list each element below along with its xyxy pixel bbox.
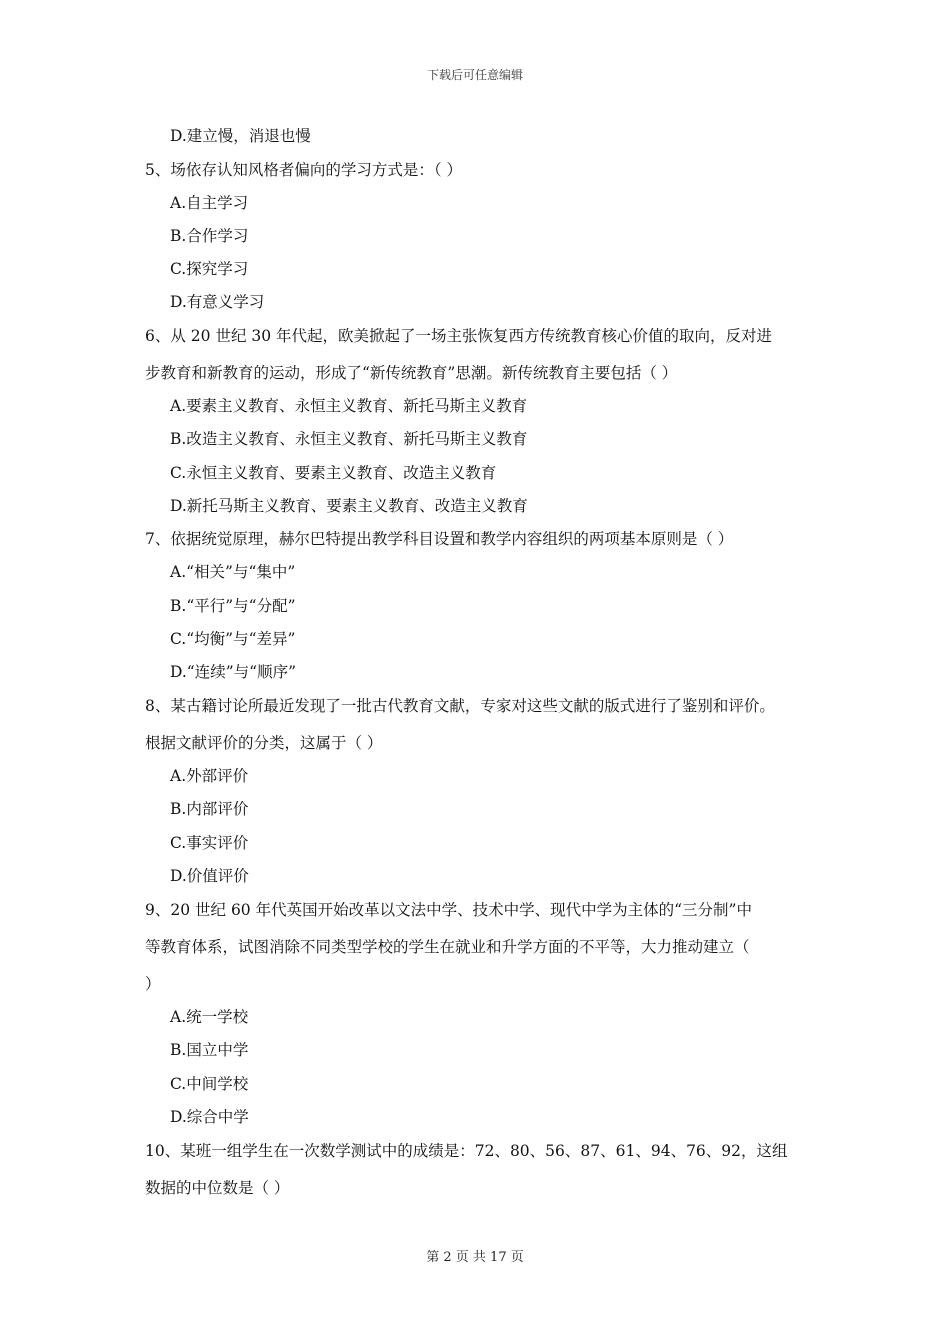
- option-c: C.永恒主义教育、要素主义教育、改造主义教育: [170, 464, 497, 482]
- option-c: C.探究学习: [170, 260, 249, 278]
- option-d: D.有意义学习: [170, 293, 265, 311]
- option-b: B.国立中学: [170, 1041, 249, 1059]
- option-a: A.统一学校: [170, 1008, 249, 1026]
- option-d: D.“连续”与“顺序”: [170, 663, 296, 681]
- question-5: 5、场依存认知风格者偏向的学习方式是：（ ）: [145, 161, 463, 179]
- option-b: B.“平行”与“分配”: [170, 597, 296, 615]
- question-8-line2: 根据文献评价的分类，这属于（ ）: [145, 734, 383, 752]
- question-10-line2: 数据的中位数是（ ）: [145, 1179, 290, 1197]
- option-d: D.综合中学: [170, 1108, 249, 1126]
- option-c: C.中间学校: [170, 1075, 249, 1093]
- page-header: 下载后可任意编辑: [426, 68, 523, 82]
- option-d: D.价值评价: [170, 867, 249, 885]
- option-b: B.内部评价: [170, 800, 249, 818]
- option-a: A.外部评价: [170, 767, 249, 785]
- question-9-line1: 9、20 世纪 60 年代英国开始改革以文法中学、技术中学、现代中学为主体的“三分制”中: [145, 901, 752, 919]
- question-10-line1: 10、某班一组学生在一次数学测试中的成绩是：72、80、56、87、61、94、76、92，这组: [145, 1142, 788, 1160]
- option-b: B.合作学习: [170, 227, 249, 245]
- option-a: A.“相关”与“集中”: [170, 563, 296, 581]
- option-d: D.新托马斯主义教育、要素主义教育、改造主义教育: [170, 497, 528, 515]
- question-8-line1: 8、某古籍讨论所最近发现了一批古代教育文献，专家对这些文献的版式进行了鉴别和评价。: [145, 697, 775, 715]
- option-a: A.要素主义教育、永恒主义教育、新托马斯主义教育: [170, 397, 528, 415]
- question-6-line1: 6、从 20 世纪 30 年代起，欧美掀起了一场主张恢复西方传统教育核心价值的取向，反对进: [145, 327, 773, 345]
- option-a: A.自主学习: [170, 194, 249, 212]
- option-b: B.改造主义教育、永恒主义教育、新托马斯主义教育: [170, 430, 528, 448]
- option-c: C.事实评价: [170, 834, 249, 852]
- question-6-line2: 步教育和新教育的运动，形成了“新传统教育”思潮。新传统教育主要包括（ ）: [145, 364, 678, 382]
- option-5d-prev: D.建立慢，消退也慢: [170, 127, 311, 145]
- page-footer: 第 2 页 共 17 页: [426, 1250, 524, 1265]
- question-7: 7、依据统觉原理，赫尔巴特提出教学科目设置和教学内容组织的两项基本原则是（ ）: [145, 530, 734, 548]
- question-9-line3: ）: [145, 975, 161, 993]
- option-c: C.“均衡”与“差异”: [170, 630, 296, 648]
- question-9-line2: 等教育体系，试图消除不同类型学校的学生在就业和升学方面的不平等，大力推动建立（: [145, 938, 750, 956]
